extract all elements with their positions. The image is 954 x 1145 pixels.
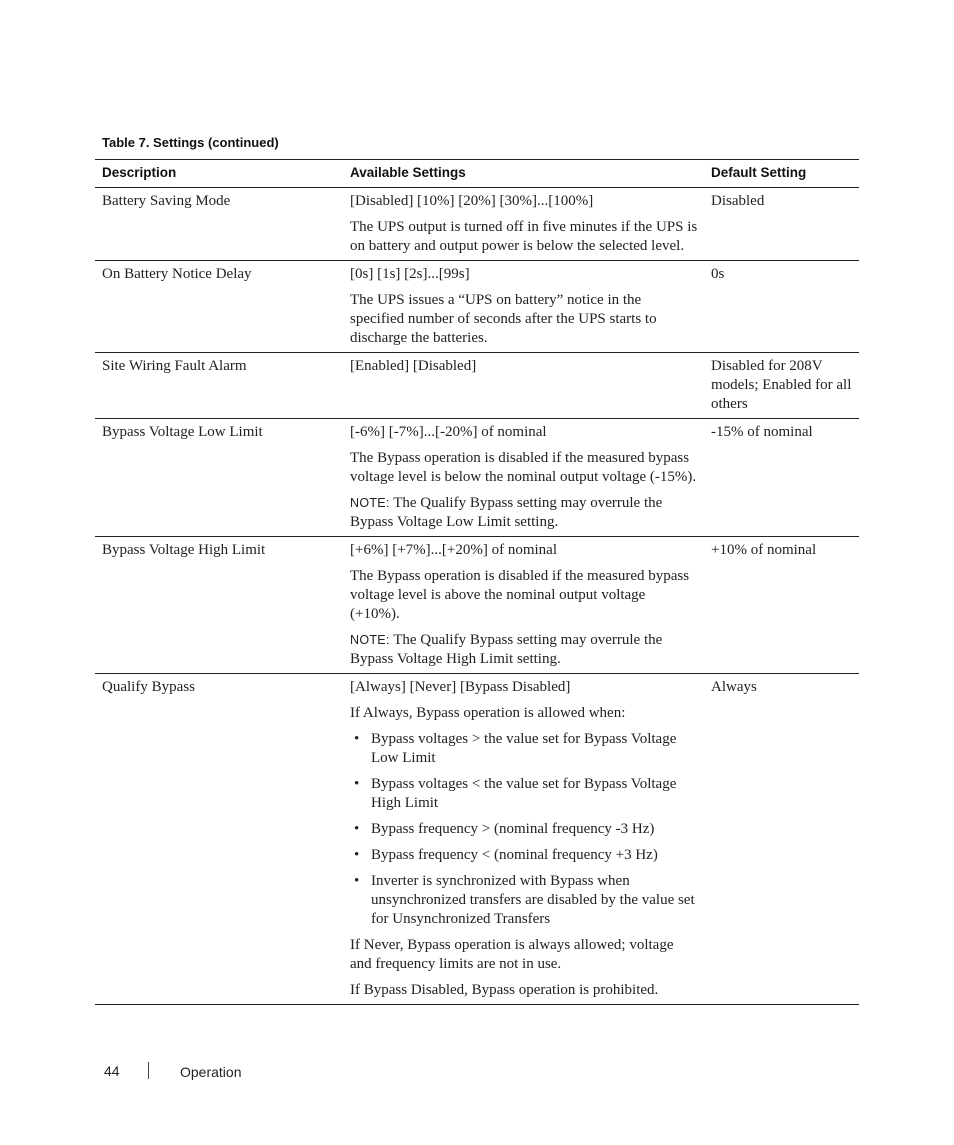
setting-explanation: The Bypass operation is disabled if the measured bypass voltage level is below the nominal output voltage (-15%). — [350, 450, 697, 485]
list-item — [350, 846, 698, 865]
setting-explanation: The UPS issues a “UPS on battery” notice in the specified number of seconds after the UPS starts to discharge the batteries. — [350, 292, 657, 346]
table-row — [95, 261, 859, 353]
table-header-row — [95, 160, 859, 188]
setting-explanation: The UPS output is turned off in five minutes if the UPS is on battery and output power is below the selected level. — [350, 219, 698, 254]
setting-note — [350, 494, 698, 532]
row-description: Site Wiring Fault Alarm — [95, 353, 343, 419]
setting-explanation: If Bypass Disabled, Bypass operation is prohibited. — [350, 982, 659, 998]
note-label: NOTE: — [350, 633, 390, 647]
setting-options: [Always] [Never] [Bypass Disabled] — [350, 679, 571, 695]
bullet-icon: • — [354, 776, 360, 792]
footer-divider — [148, 1062, 149, 1079]
bullet-icon: • — [354, 731, 360, 747]
list-item-text: Bypass voltages > the value set for Bypass Voltage Low Limit — [371, 731, 677, 766]
row-available-settings — [343, 353, 704, 419]
table-row — [95, 353, 859, 419]
page-number: 44 — [104, 1063, 120, 1079]
header-description: Description — [95, 160, 343, 188]
setting-options: [-6%] [-7%]...[-20%] of nominal — [350, 424, 547, 440]
row-available-settings — [343, 674, 704, 1005]
setting-options: [Disabled] [10%] [20%] [30%]...[100%] — [350, 193, 594, 209]
bullet-icon: • — [354, 821, 360, 837]
row-default: 0s — [704, 261, 859, 353]
setting-options: [+6%] [+7%]...[+20%] of nominal — [350, 542, 557, 558]
note-text: The Qualify Bypass setting may overrule the Bypass Voltage High Limit setting. — [350, 632, 663, 667]
row-default: +10% of nominal — [704, 537, 859, 674]
bullet-icon: • — [354, 873, 360, 889]
list-item-text: Inverter is synchronized with Bypass when unsynchronized transfers are disabled by the value set for Unsynchronized Transfers — [371, 873, 695, 927]
table-caption: Table 7. Settings (continued) — [102, 135, 279, 150]
row-available-settings — [343, 261, 704, 353]
bullet-icon: • — [354, 847, 360, 863]
condition-list — [350, 730, 698, 929]
row-description: On Battery Notice Delay — [95, 261, 343, 353]
list-item-text: Bypass frequency < (nominal frequency +3 Hz) — [371, 847, 658, 863]
table-row — [95, 419, 859, 537]
list-item-text: Bypass frequency > (nominal frequency -3 Hz) — [371, 821, 655, 837]
section-name: Operation — [180, 1064, 242, 1080]
header-default-setting: Default Setting — [704, 160, 859, 188]
settings-table — [95, 159, 859, 1005]
list-item-text: Bypass voltages < the value set for Bypass Voltage High Limit — [371, 776, 677, 811]
setting-note — [350, 631, 698, 669]
list-item — [350, 775, 698, 813]
list-item — [350, 820, 698, 839]
row-default: Disabled for 208V models; Enabled for all others — [704, 353, 859, 419]
row-default: Always — [704, 674, 859, 1005]
row-available-settings — [343, 419, 704, 537]
row-description: Bypass Voltage Low Limit — [95, 419, 343, 537]
row-description: Qualify Bypass — [95, 674, 343, 1005]
table-row — [95, 537, 859, 674]
setting-explanation: If Always, Bypass operation is allowed when: — [350, 705, 626, 721]
note-text: The Qualify Bypass setting may overrule the Bypass Voltage Low Limit setting. — [350, 495, 663, 530]
list-item — [350, 872, 698, 929]
row-available-settings — [343, 188, 704, 261]
table-row — [95, 674, 859, 1005]
note-label: NOTE: — [350, 496, 390, 510]
setting-options: [0s] [1s] [2s]...[99s] — [350, 266, 470, 282]
header-available-settings: Available Settings — [343, 160, 704, 188]
setting-explanation: If Never, Bypass operation is always allowed; voltage and frequency limits are not in use. — [350, 937, 674, 972]
row-description: Bypass Voltage High Limit — [95, 537, 343, 674]
row-default: Disabled — [704, 188, 859, 261]
row-description: Battery Saving Mode — [95, 188, 343, 261]
row-default: -15% of nominal — [704, 419, 859, 537]
row-available-settings — [343, 537, 704, 674]
setting-options: [Enabled] [Disabled] — [350, 358, 477, 374]
table-row — [95, 188, 859, 261]
list-item — [350, 730, 698, 768]
setting-explanation: The Bypass operation is disabled if the measured bypass voltage level is above the nominal output voltage (+10%). — [350, 568, 690, 622]
